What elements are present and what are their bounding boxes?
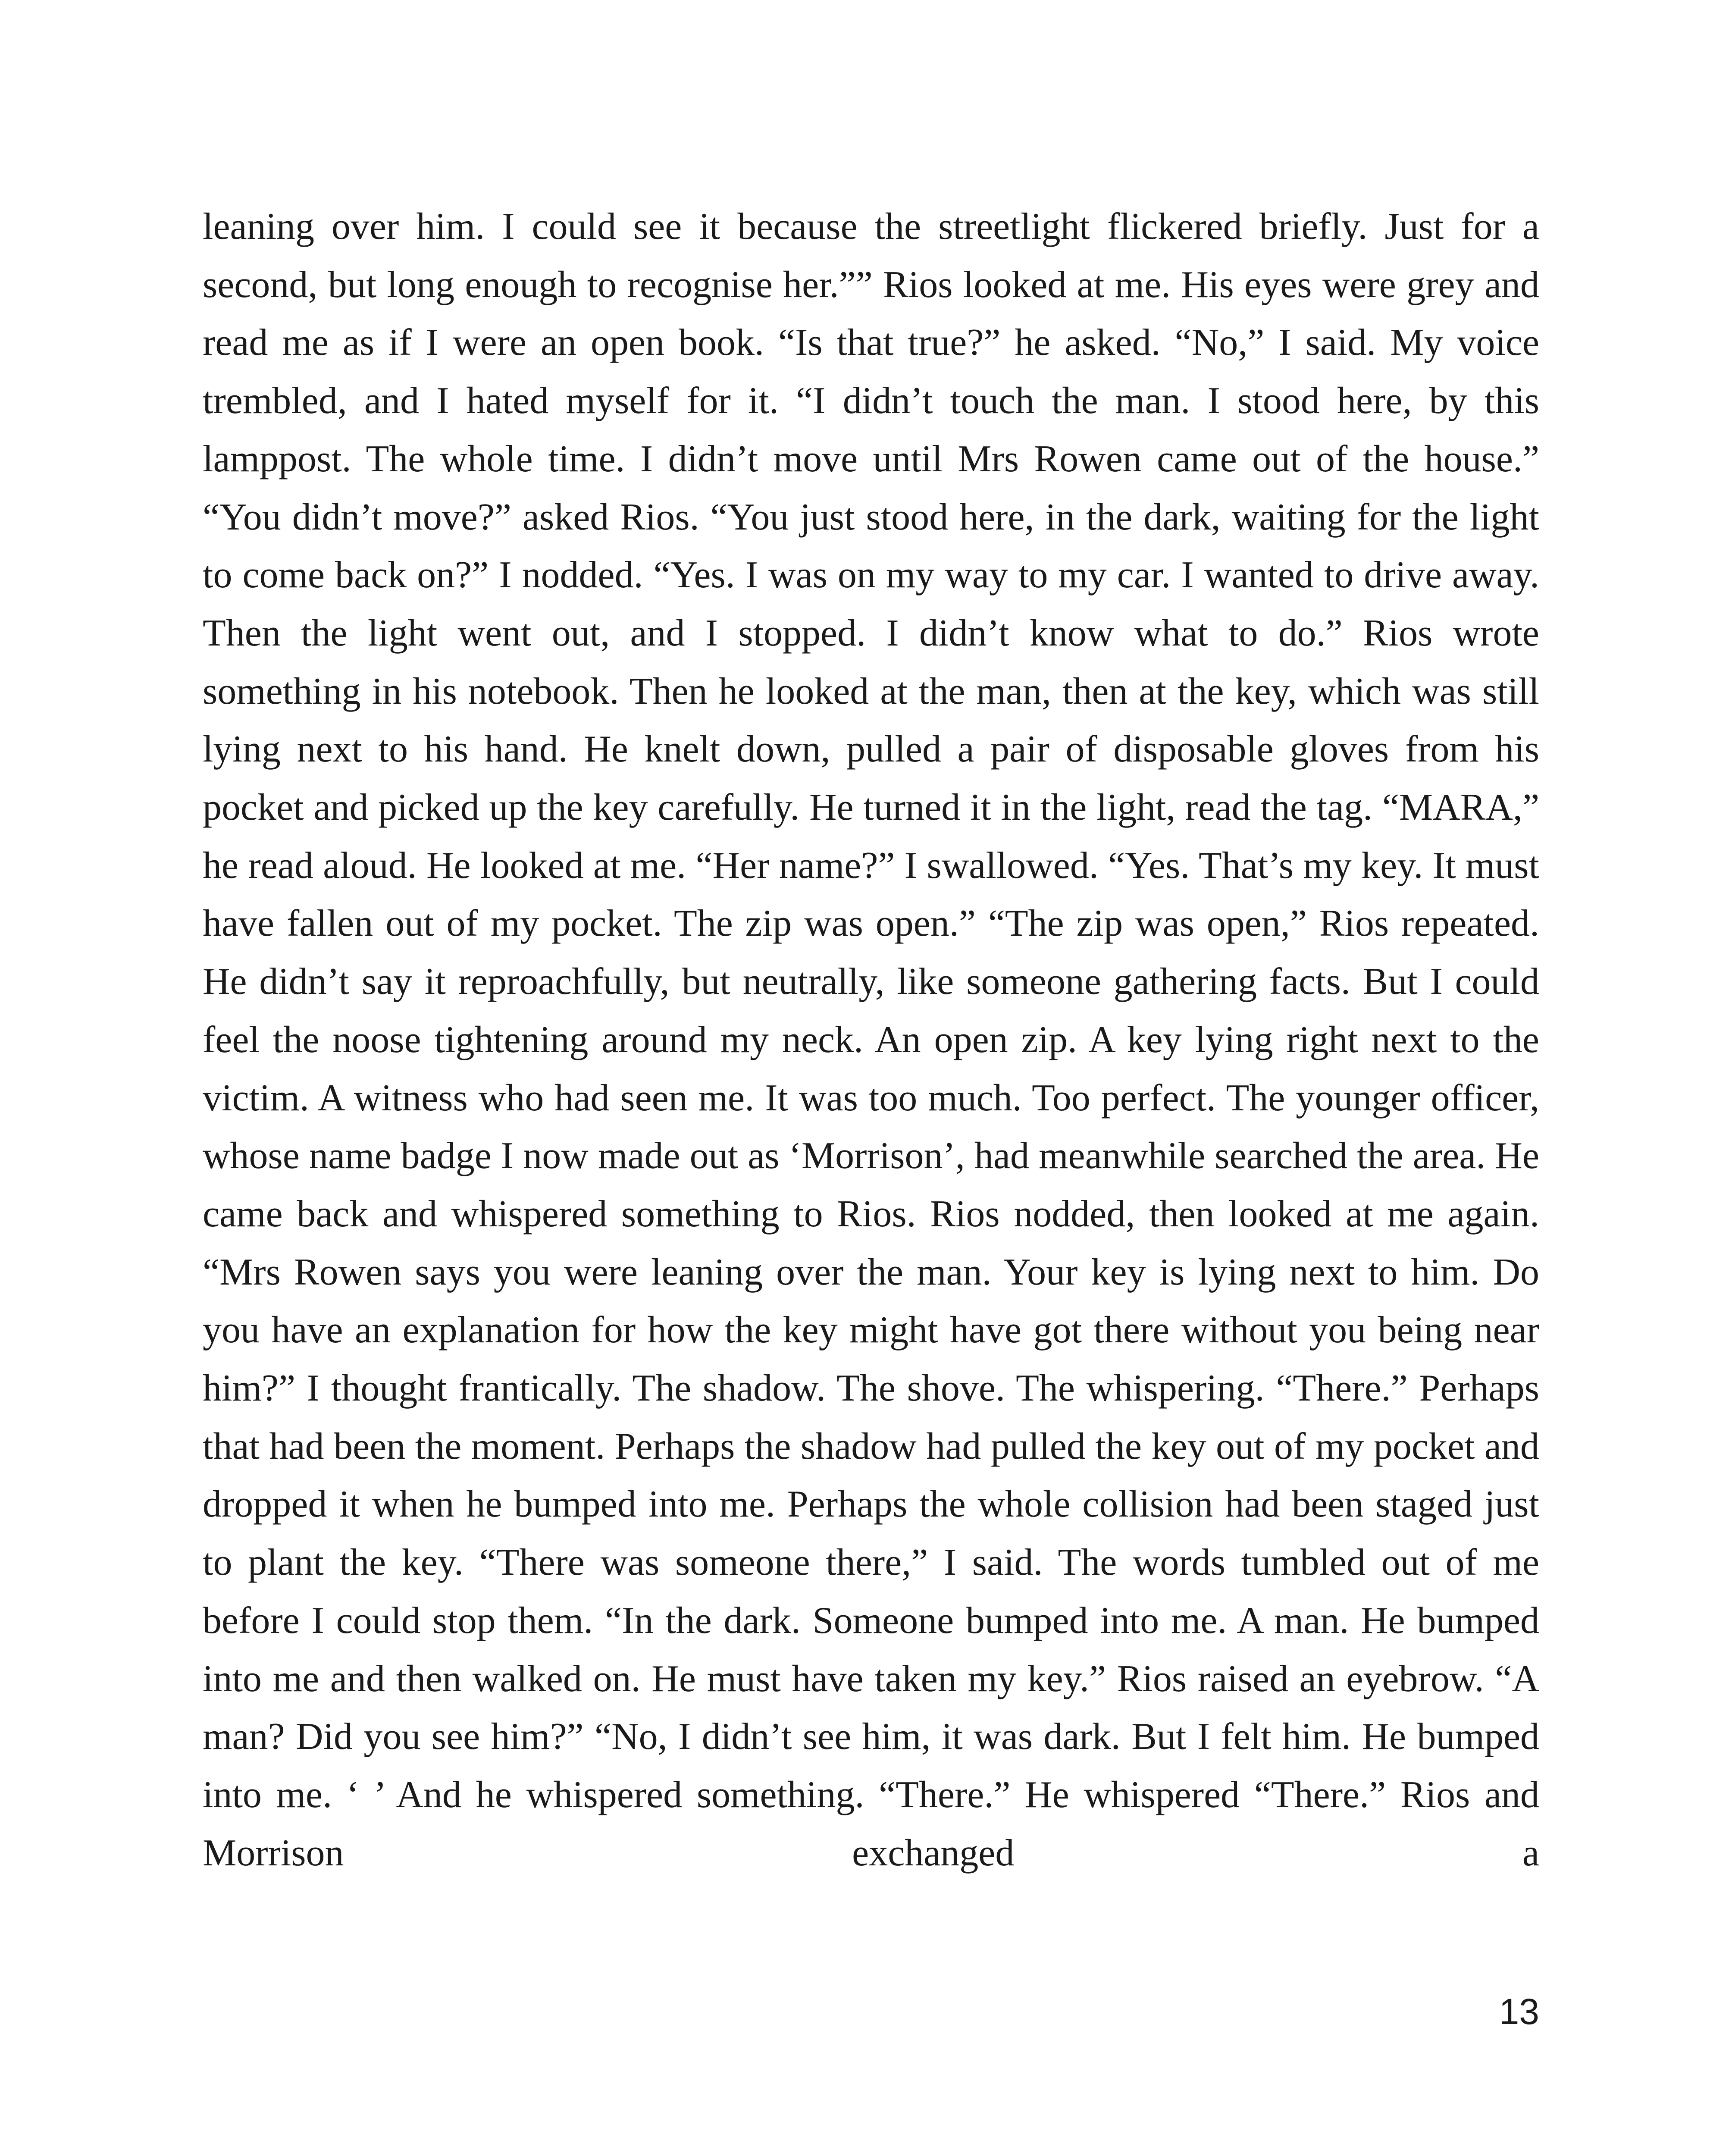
body-paragraph: leaning over him. I could see it because the streetlight flickered briefly. Just for a second, but long enough to recognise her.”” Rios looked at me. His eyes were grey and read me as if I were an open book. “Is that true?” he asked. “No,” I said. My voice trembled, and I hated myself for it. “I didn’t touch the man. I stood here, by this lamppost. The whole time. I didn’t move until Mrs Rowen came out of the house.” “You didn’t move?” asked Rios. “You just stood here, in the dark, waiting for the light to come back on?” I nodded. “Yes. I was on my way to my car. I wanted to drive away. Then the light went out, and I stopped. I didn’t know what to do.” Rios wrote something in his notebook. Then he looked at the man, then at the key, which was still lying next to his hand. He knelt down, pulled a pair of disposable gloves from his pocket and picked up the key carefully. He turned it in the light, read the tag. “MARA,” he read aloud. He looked at me. “Her name?” I swallowed. “Yes. That’s my key. It must have fallen out of my pocket. The zip was open.” “The zip was open,” Rios repeated. He didn’t say it reproachfully, but neutrally, like someone gathering facts. But I could feel the noose tightening around my neck. An open zip. A key lying right next to the victim. A witness who had seen me. It was too much. Too perfect. The younger officer, whose name badge I now made out as ‘Morrison’, had meanwhile searched the area. He came back and whispered something to Rios. Rios nodded, then looked at me again. “Mrs Rowen says you were leaning over the man. Your key is lying next to him. Do you have an explanation for how the key might have got there without you being near him?” I thought frantically. The shadow. The shove. The whispering. “There.” Perhaps that had been the moment. Perhaps the shadow had pulled the key out of my pocket and dropped it when he bumped into me. Perhaps the whole collision had been staged just to plant the key. “There was someone there,” I said. The words tumbled out of me before I could stop them. “In the dark. Someone bumped into me. A man. He bumped into me and then walked on. He must have taken my key.” Rios raised an eyebrow. “A man? Did you see him?” “No, I didn’t see him, it was dark. But I felt him. He bumped into me. ‘ ’ And he whispered something. “There.” He whispered “There.” Rios and Morrison exchanged a <box>203 206 1539 1874</box>
page-number: 13 <box>1499 1991 1539 2032</box>
